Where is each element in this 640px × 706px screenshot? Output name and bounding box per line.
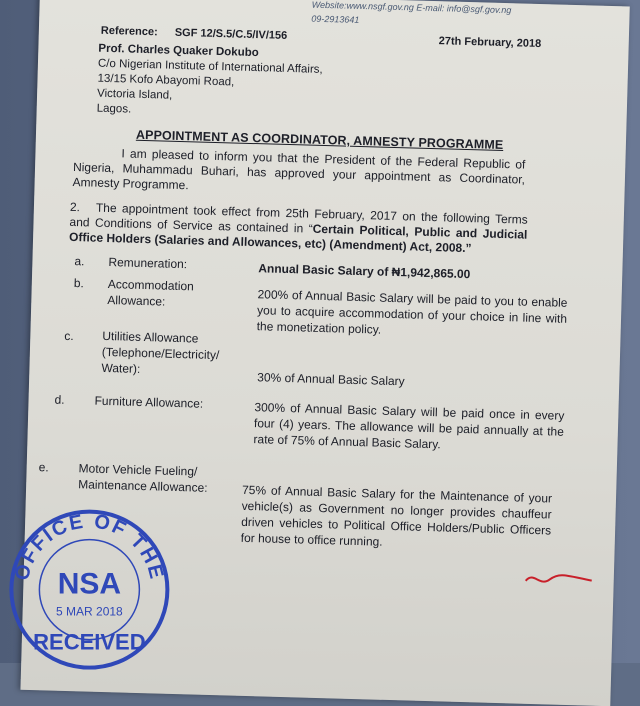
recipient-name: Prof. Charles Quaker Dokubo	[98, 42, 259, 60]
header-website: Website:www.nsgf.gov.ng E-mail: info@sgf.gov.ng	[311, 0, 512, 16]
item-label-remuneration: Remuneration:	[108, 255, 188, 272]
item-label-utilities: Utilities Allowance (Telephone/Electricity/ Water):	[101, 328, 220, 376]
signature-mark	[523, 567, 594, 591]
stamp-date: 5 MAR 2018	[56, 604, 123, 619]
letter-title: APPOINTMENT AS COORDINATOR, AMNESTY PROGRAMME	[135, 127, 504, 152]
recipient-address	[96, 42, 323, 123]
address-line: C/o Nigerian Institute of International Affairs,	[97, 57, 323, 76]
header-phone: 09-2913641	[311, 13, 360, 25]
remuneration-amount: Annual Basic Salary of ₦1,942,865.00	[258, 261, 471, 282]
stamp-center-text: NSA	[57, 567, 122, 601]
received-stamp	[5, 502, 173, 670]
stamp-arc-text: OFFICE OF THE	[10, 510, 168, 583]
item-letter: d.	[54, 392, 65, 407]
paragraph-2-act: Certain Political, Public and Judicial Office Holders (Salaries and Allowances, etc) (Amendment) Act, 2008.”	[68, 221, 528, 256]
item-value-motor-vehicle: 75% of Annual Basic Salary for the Maintenance of your vehicle(s) as Government no longer provides chauffeur driven vehicles to Political Office Holders/Public Officers for house to office running.	[240, 482, 553, 549]
address-line: Victoria Island,	[96, 87, 173, 102]
item-value-furniture: 300% of Annual Basic Salary will be paid once in every four (4) years. The allowance will be paid annually at the rate of 75% of Annual Basic Salary.	[253, 400, 565, 452]
item-letter: b.	[73, 276, 85, 291]
address-line: Lagos.	[96, 102, 132, 116]
item-label-accommodation: Accommodation Allowance:	[107, 277, 195, 309]
letter-page	[10, 0, 629, 706]
item-value-remuneration	[258, 260, 470, 282]
reference-value: SGF 12/S.5/C.5/IV/156	[174, 26, 288, 42]
reference-line	[101, 25, 288, 42]
item-letter: a.	[74, 254, 85, 269]
paragraph-number: 2.	[69, 199, 81, 215]
item-value-accommodation: 200% of Annual Basic Salary will be paid to you to enable you to acquire accommodation of your choice in line with the monetization policy.	[256, 287, 568, 337]
item-label-furniture: Furniture Allowance:	[94, 393, 204, 411]
letter-date: 27th February, 2018	[438, 35, 542, 51]
item-letter: e.	[38, 460, 49, 475]
paragraph-2	[69, 200, 528, 258]
reference-label: Reference:	[100, 24, 158, 39]
address-line: 13/15 Kofo Abayomi Road,	[97, 72, 235, 89]
paragraph-2-text: The appointment took effect from 25th February, 2017 on the following Terms and Conditions of Service as contained in “	[69, 200, 528, 236]
stamp-received: RECEIVED	[33, 629, 146, 655]
item-letter: c.	[64, 328, 74, 344]
item-value-utilities: 30% of Annual Basic Salary	[257, 370, 405, 389]
item-label-motor-vehicle: Motor Vehicle Fueling/ Maintenance Allowance:	[78, 461, 208, 495]
paragraph-1: I am pleased to inform you that the President of the Federal Republic of Nigeria, Muhammadu Buhari, has approved your appointment as Coordinator, Amnesty Programme.	[72, 146, 526, 193]
